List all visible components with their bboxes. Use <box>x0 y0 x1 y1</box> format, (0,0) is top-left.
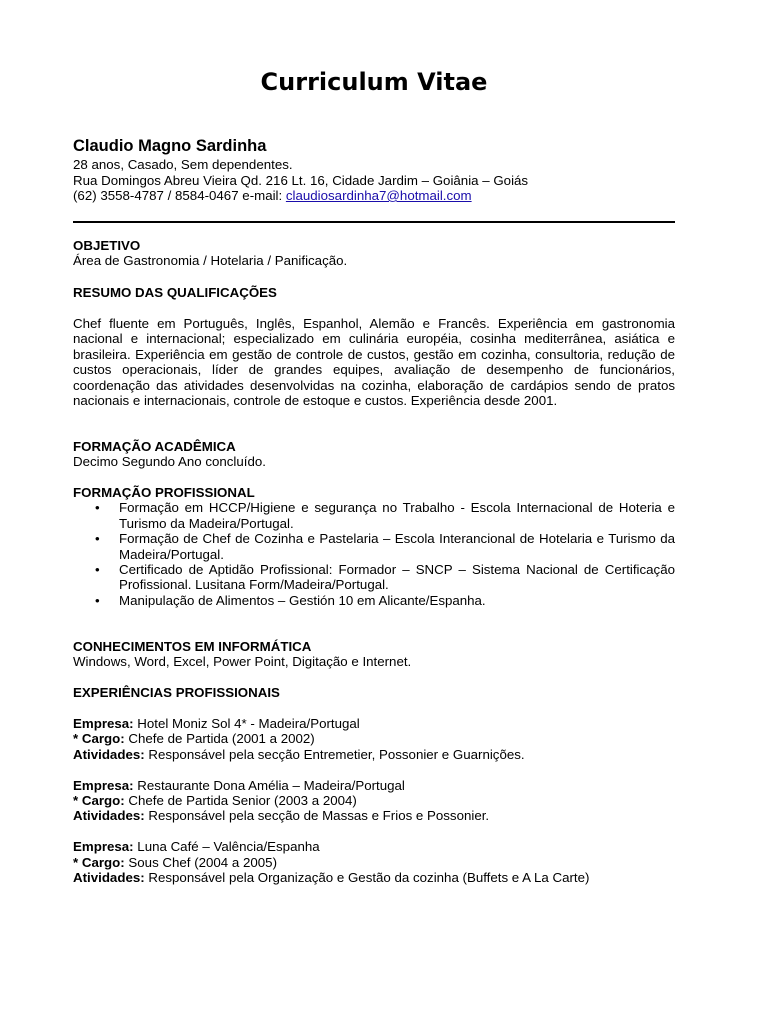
section-formacao-academica <box>73 439 675 470</box>
job-entry <box>73 778 675 824</box>
list-item-text: Formação de Chef de Cozinha e Pastelaria – Escola Interancional de Hotelaria e Turismo da Madeira/Portugal. <box>119 531 675 562</box>
bullet-icon: • <box>95 531 100 547</box>
job-entry <box>73 839 675 885</box>
contact-block <box>73 157 675 204</box>
section-heading: EXPERIÊNCIAS PROFISSIONAIS <box>73 685 280 700</box>
empresa-label: Empresa: <box>73 839 134 855</box>
section-heading: FORMAÇÃO PROFISSIONAL <box>73 485 255 500</box>
atividades-label: Atividades: <box>73 746 145 762</box>
section-heading: FORMAÇÃO ACADÊMICA <box>73 439 236 454</box>
empresa-value: Restaurante Dona Amélia – Madeira/Portugal <box>133 777 405 793</box>
cargo-value: Chefe de Partida (2001 a 2002) <box>124 731 315 747</box>
section-paragraph: Chef fluente em Português, Inglês, Espanhol, Alemão e Francês. Experiência em gastronomia nacional e internacional; especializado em culinária européia, cosinha mediterrânea, asiática e brasileira. Experiência em gestão de controle de custos, gestão em cozinha, consultoria, redução de custos operacionais, líder de grandes equipes, avaliação de desempenho de funcionários, coordenação das atividades desenvolvidas na cozinha, elaboração de cardápios sendo de pratos nacionais e internacionais, controle de estoque e custos. Experiência desde 2001. <box>73 315 675 408</box>
section-formacao-profissional <box>73 485 675 608</box>
bullet-icon: • <box>95 500 100 516</box>
document-title: Curriculum Vitae <box>260 68 488 96</box>
list-item-text: Formação em HCCP/Higiene e segurança no Trabalho - Escola Internacional de Hoteria e Turismo da Madeira/Portugal. <box>119 500 675 531</box>
section-heading: OBJETIVO <box>73 238 141 253</box>
list-item-text: Certificado de Aptidão Profissional: Formador – SNCP – Sistema Nacional de Certificação Profissional. Lusitana Form/Madeira/Portugal. <box>119 562 675 593</box>
bullet-icon: • <box>95 562 100 578</box>
section-objetivo <box>73 238 675 269</box>
list-item <box>73 531 675 562</box>
atividades-label: Atividades: <box>73 870 145 886</box>
job-entry <box>73 716 675 762</box>
list-item-text: Manipulação de Alimentos – Gestión 10 em Alicante/Espanha. <box>119 592 486 608</box>
section-informatica <box>73 639 675 670</box>
cargo-value: Sous Chef (2004 a 2005) <box>124 854 277 870</box>
section-experiencias <box>73 685 675 886</box>
section-heading: RESUMO DAS QUALIFICAÇÕES <box>73 285 277 300</box>
list-item <box>73 562 675 593</box>
phone-email-line <box>73 188 675 204</box>
atividades-value: Responsável pela secção Entremetier, Possonier e Guarnições. <box>144 746 525 762</box>
bullet-list <box>73 500 675 608</box>
empresa-value: Luna Café – Valência/Espanha <box>133 839 320 855</box>
personal-info: 28 anos, Casado, Sem dependentes. <box>73 157 293 172</box>
list-item <box>73 593 675 608</box>
cargo-label: * Cargo: <box>73 731 125 747</box>
atividades-value: Responsável pela Organização e Gestão da cozinha (Buffets e A La Carte) <box>144 870 590 886</box>
candidate-name: Claudio Magno Sardinha <box>73 137 267 155</box>
list-item <box>73 500 675 531</box>
header-divider <box>73 221 675 223</box>
atividades-value: Responsável pela secção de Massas e Frios e Possonier. <box>144 808 490 824</box>
section-text: Área de Gastronomia / Hotelaria / Panificação. <box>73 253 348 269</box>
cargo-value: Chefe de Partida Senior (2003 a 2004) <box>124 793 357 809</box>
section-resumo <box>73 285 675 408</box>
empresa-label: Empresa: <box>73 715 134 731</box>
atividades-label: Atividades: <box>73 808 145 824</box>
section-text: Windows, Word, Excel, Power Point, Digitação e Internet. <box>73 654 412 670</box>
cargo-label: * Cargo: <box>73 854 125 870</box>
cargo-label: * Cargo: <box>73 793 125 809</box>
address: Rua Domingos Abreu Vieira Qd. 216 Lt. 16, Cidade Jardim – Goiânia – Goiás <box>73 172 529 188</box>
empresa-value: Hotel Moniz Sol 4* - Madeira/Portugal <box>133 715 360 731</box>
bullet-icon: • <box>95 592 100 608</box>
email-link[interactable]: claudiosardinha7@hotmail.com <box>285 188 472 203</box>
section-heading: CONHECIMENTOS EM INFORMÁTICA <box>73 639 312 654</box>
phones: (62) 3558-4787 / 8584-0467 e-mail: <box>73 188 286 203</box>
empresa-label: Empresa: <box>73 777 134 793</box>
section-text: Decimo Segundo Ano concluído. <box>73 454 266 470</box>
